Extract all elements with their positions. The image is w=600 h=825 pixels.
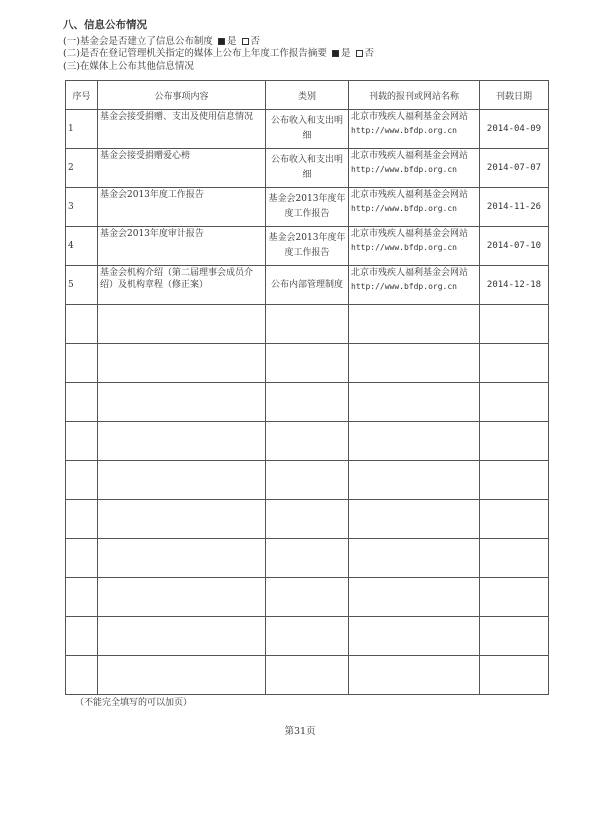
yes-checkbox-checked[interactable] — [218, 38, 225, 45]
footnote: （不能完全填写的可以加页） — [75, 698, 193, 708]
row-index: 2 — [66, 149, 98, 188]
row-media — [349, 266, 480, 305]
blank-cell[interactable] — [266, 539, 349, 578]
blank-cell[interactable] — [98, 578, 266, 617]
blank-cell[interactable] — [266, 344, 349, 383]
header-index: 序号 — [66, 81, 98, 110]
other-info-line: (三)在媒体上公布其他信息情况 — [63, 61, 194, 72]
no-checkbox[interactable] — [242, 38, 249, 45]
blank-cell[interactable] — [349, 422, 480, 461]
blank-cell[interactable] — [66, 500, 98, 539]
blank-cell[interactable] — [480, 578, 549, 617]
table-row — [66, 110, 549, 149]
blank-row — [66, 656, 549, 695]
media-url: http://www.bfdp.org.cn — [351, 282, 457, 291]
row-category: 公布收入和支出明细 — [266, 110, 349, 149]
blank-cell[interactable] — [66, 305, 98, 344]
blank-cell[interactable] — [66, 422, 98, 461]
yes-label: 是 — [226, 36, 237, 47]
media-name: 北京市残疾人福利基金会网站 — [351, 268, 469, 278]
header-date: 刊载日期 — [480, 81, 549, 110]
blank-cell[interactable] — [349, 617, 480, 656]
row-media — [349, 188, 480, 227]
row-date: 2014-07-10 — [480, 227, 549, 266]
blank-cell[interactable] — [349, 656, 480, 695]
blank-cell[interactable] — [480, 539, 549, 578]
blank-cell[interactable] — [66, 656, 98, 695]
blank-row — [66, 383, 549, 422]
blank-row — [66, 422, 549, 461]
blank-row — [66, 578, 549, 617]
blank-cell[interactable] — [349, 461, 480, 500]
blank-cell[interactable] — [349, 305, 480, 344]
media-url: http://www.bfdp.org.cn — [351, 243, 457, 252]
blank-cell[interactable] — [66, 539, 98, 578]
table-row — [66, 227, 549, 266]
report-summary-question: (二)是否在登记管理机关指定的媒体上公布上年度工作报告摘要 — [63, 48, 327, 59]
row-media — [349, 110, 480, 149]
blank-cell[interactable] — [66, 617, 98, 656]
blank-row — [66, 461, 549, 500]
blank-cell[interactable] — [66, 461, 98, 500]
blank-cell[interactable] — [66, 344, 98, 383]
blank-cell[interactable] — [266, 461, 349, 500]
blank-cell[interactable] — [349, 344, 480, 383]
blank-cell[interactable] — [66, 383, 98, 422]
table-row — [66, 266, 549, 305]
media-name: 北京市残疾人福利基金会网站 — [351, 112, 469, 122]
media-url: http://www.bfdp.org.cn — [351, 126, 457, 135]
row-category: 公布内部管理制度 — [266, 266, 349, 305]
blank-cell[interactable] — [266, 578, 349, 617]
blank-cell[interactable] — [266, 617, 349, 656]
page-number: 第31页 — [284, 726, 316, 737]
row-date: 2014-12-18 — [480, 266, 549, 305]
row-item: 基金会接受捐赠、支出及使用信息情况 — [98, 110, 266, 149]
blank-row — [66, 539, 549, 578]
no-checkbox[interactable] — [356, 50, 363, 57]
row-item: 基金会机构介绍（第二届理事会成员介绍）及机构章程（修正案） — [98, 266, 266, 305]
blank-cell[interactable] — [266, 500, 349, 539]
no-label: 否 — [250, 36, 261, 47]
row-date: 2014-11-26 — [480, 188, 549, 227]
row-item: 基金会2013年度工作报告 — [98, 188, 266, 227]
blank-row — [66, 500, 549, 539]
blank-cell[interactable] — [349, 578, 480, 617]
yes-label: 是 — [340, 48, 351, 59]
row-item: 基金会接受捐赠爱心榜 — [98, 149, 266, 188]
row-index: 5 — [66, 266, 98, 305]
blank-cell[interactable] — [480, 383, 549, 422]
table-row — [66, 149, 549, 188]
row-media — [349, 149, 480, 188]
row-item: 基金会2013年度审计报告 — [98, 227, 266, 266]
row-date: 2014-04-09 — [480, 110, 549, 149]
row-index: 1 — [66, 110, 98, 149]
blank-cell[interactable] — [349, 539, 480, 578]
row-index: 4 — [66, 227, 98, 266]
row-index: 3 — [66, 188, 98, 227]
media-url: http://www.bfdp.org.cn — [351, 204, 457, 213]
blank-cell[interactable] — [266, 383, 349, 422]
publication-table — [65, 80, 549, 695]
blank-cell[interactable] — [480, 461, 549, 500]
blank-cell[interactable] — [98, 617, 266, 656]
blank-cell[interactable] — [266, 422, 349, 461]
blank-cell[interactable] — [266, 656, 349, 695]
blank-row — [66, 617, 549, 656]
info-policy-question: (一)基金会是否建立了信息公布制度 — [63, 36, 213, 47]
blank-row — [66, 305, 549, 344]
media-name: 北京市残疾人福利基金会网站 — [351, 229, 469, 239]
row-media — [349, 227, 480, 266]
blank-cell[interactable] — [98, 461, 266, 500]
header-category: 类别 — [266, 81, 349, 110]
blank-cell[interactable] — [66, 578, 98, 617]
row-date: 2014-07-07 — [480, 149, 549, 188]
blank-cell[interactable] — [480, 422, 549, 461]
media-name: 北京市残疾人福利基金会网站 — [351, 190, 469, 200]
blank-cell[interactable] — [480, 656, 549, 695]
blank-cell[interactable] — [349, 500, 480, 539]
blank-cell[interactable] — [98, 500, 266, 539]
blank-cell[interactable] — [98, 344, 266, 383]
yes-checkbox-checked[interactable] — [332, 50, 339, 57]
blank-cell[interactable] — [480, 305, 549, 344]
blank-cell[interactable] — [266, 305, 349, 344]
header-media: 刊载的报刊或网站名称 — [349, 81, 480, 110]
table-row — [66, 188, 549, 227]
blank-cell[interactable] — [349, 383, 480, 422]
blank-cell[interactable] — [98, 422, 266, 461]
blank-cell[interactable] — [98, 305, 266, 344]
report-summary-line — [63, 45, 374, 59]
media-url: http://www.bfdp.org.cn — [351, 165, 457, 174]
blank-cell[interactable] — [98, 656, 266, 695]
table-header-row — [66, 81, 549, 110]
blank-cell[interactable] — [98, 539, 266, 578]
row-category: 基金会2013年度年度工作报告 — [266, 227, 349, 266]
blank-cell[interactable] — [480, 344, 549, 383]
header-item: 公布事项内容 — [98, 81, 266, 110]
row-category: 基金会2013年度年度工作报告 — [266, 188, 349, 227]
blank-cell[interactable] — [480, 617, 549, 656]
media-name: 北京市残疾人福利基金会网站 — [351, 151, 469, 161]
blank-cell[interactable] — [480, 500, 549, 539]
no-label: 否 — [364, 48, 375, 59]
row-category: 公布收入和支出明细 — [266, 149, 349, 188]
blank-row — [66, 344, 549, 383]
section-heading: 八、信息公布情况 — [63, 19, 147, 31]
blank-cell[interactable] — [98, 383, 266, 422]
